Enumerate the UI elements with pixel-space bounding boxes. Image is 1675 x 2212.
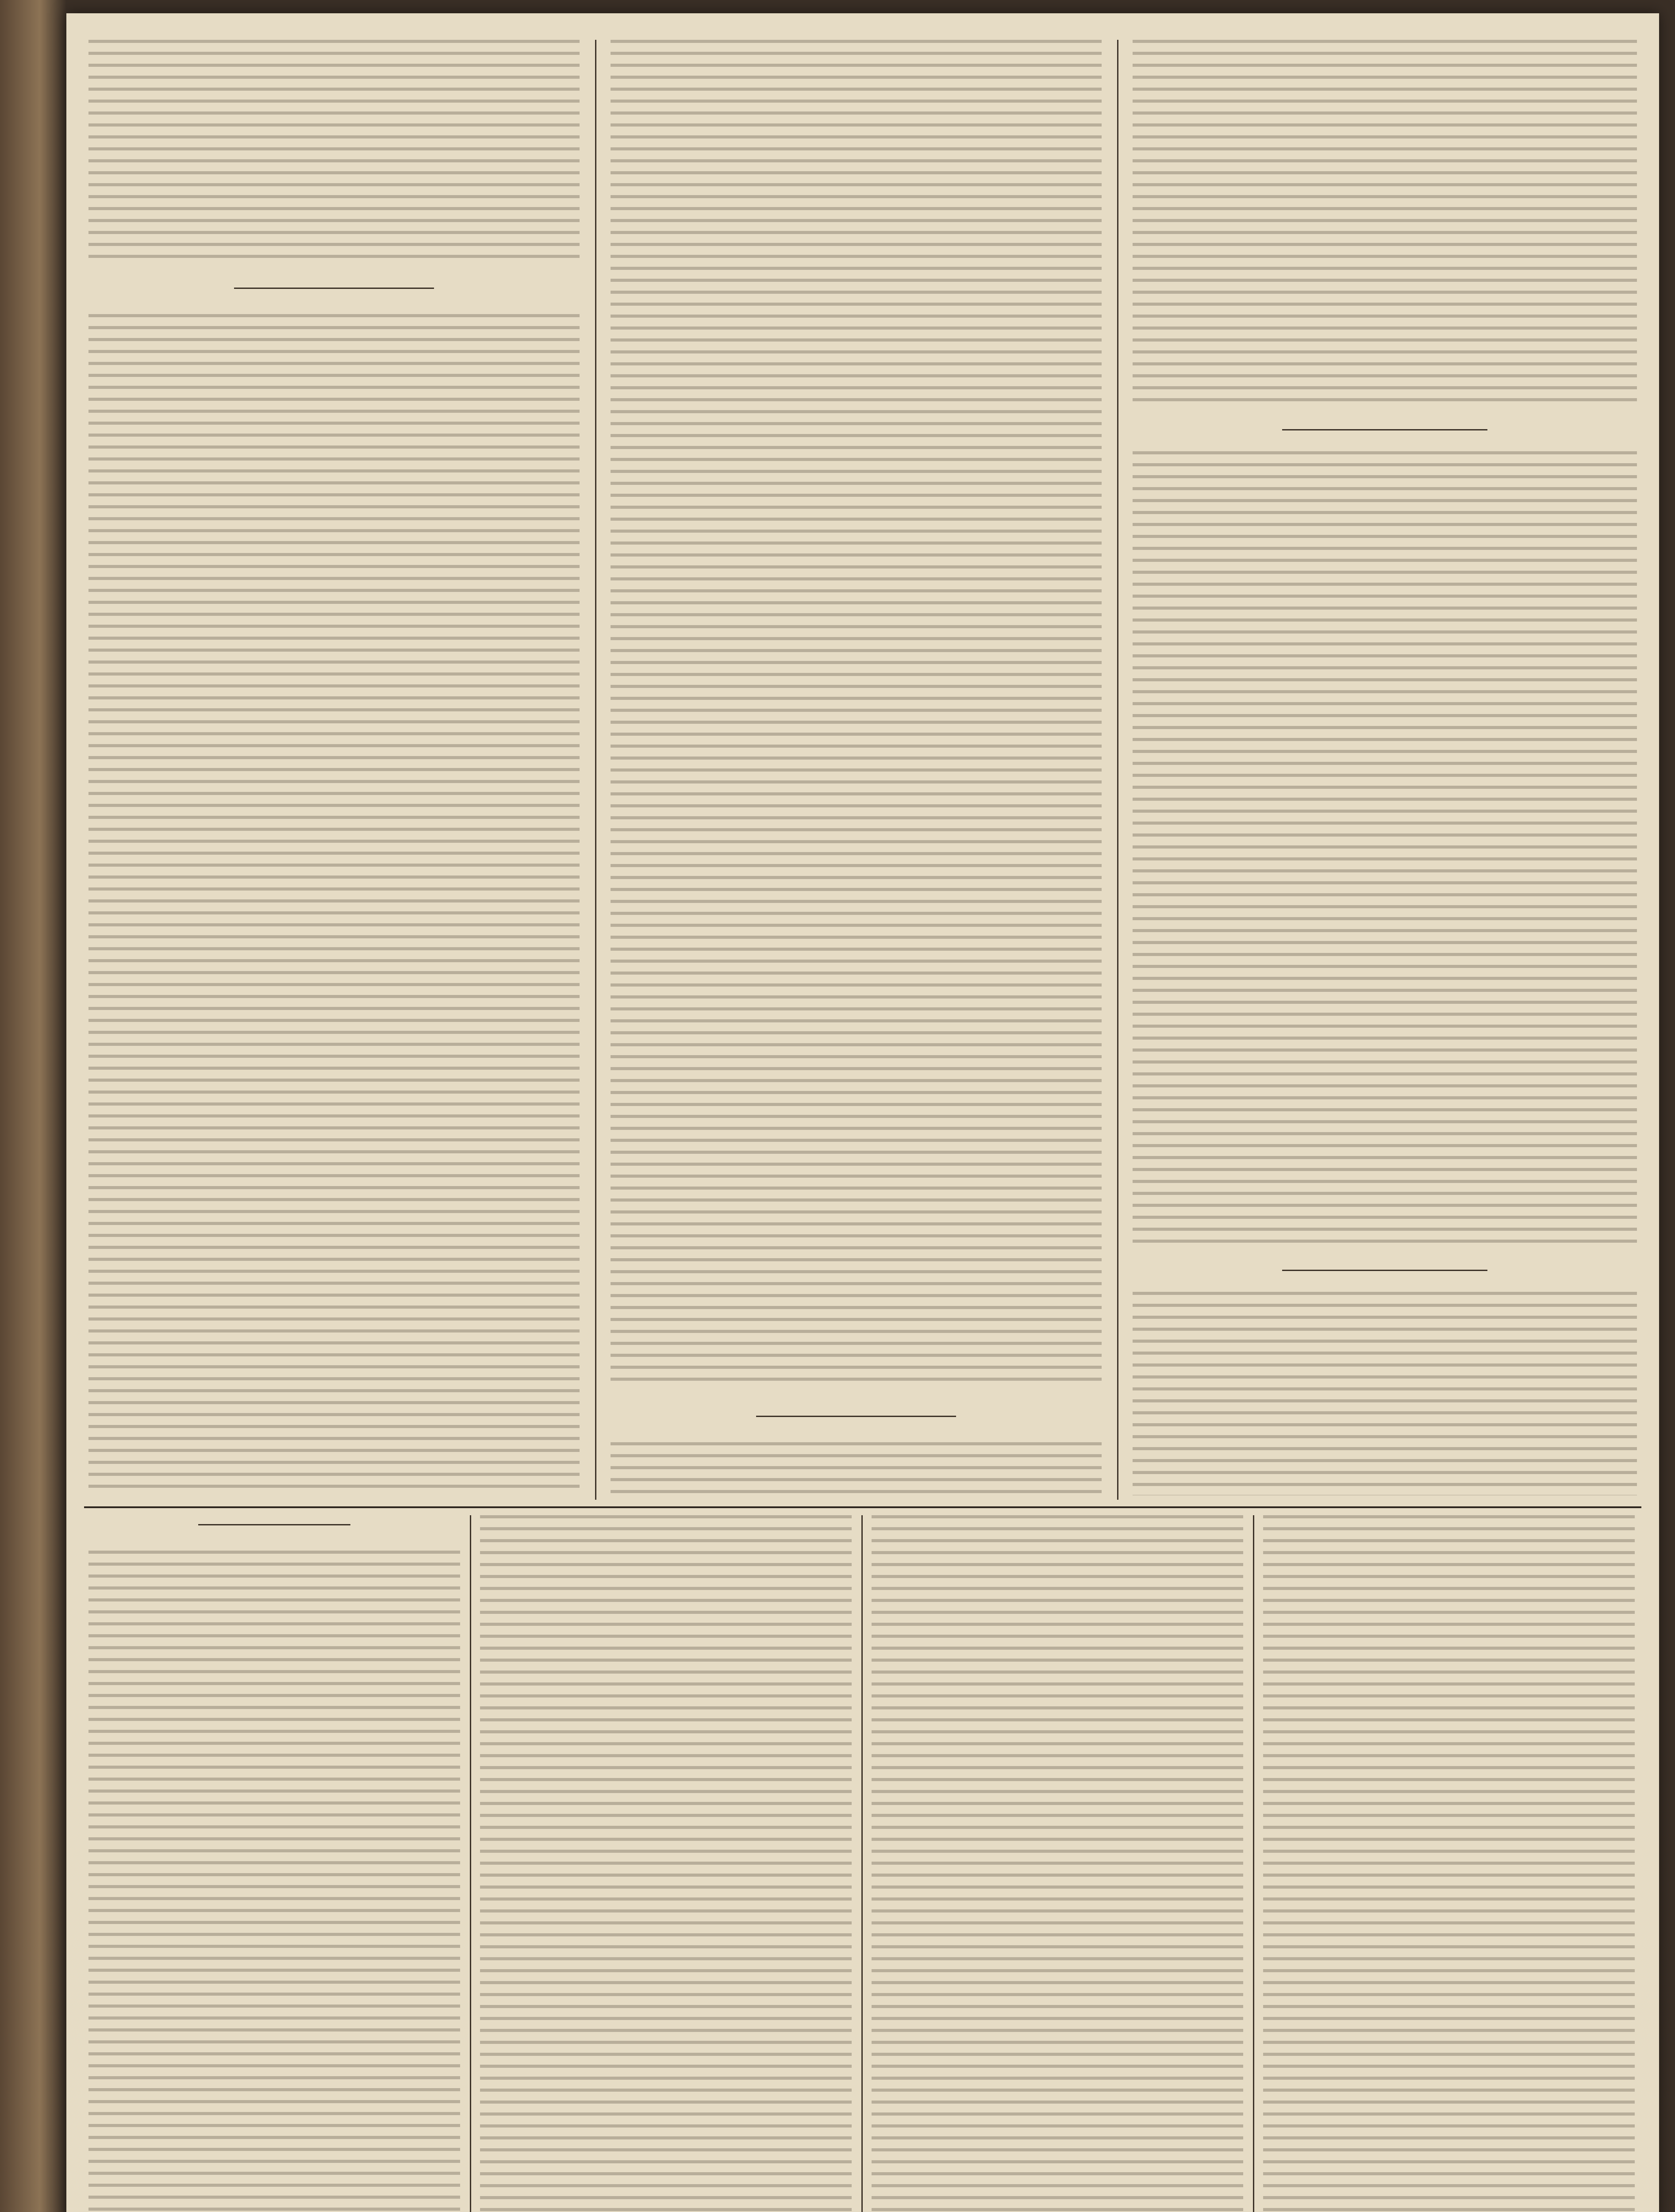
text-block	[1263, 1515, 1635, 2212]
novel-column-4	[1259, 1515, 1639, 2212]
news-column-1	[84, 40, 584, 1500]
text-block	[611, 40, 1102, 1389]
novel-column-3	[867, 1515, 1248, 2212]
news-section	[84, 40, 1641, 1500]
heading-rule	[756, 1416, 956, 1417]
heading-rule	[1282, 429, 1487, 430]
column-rule	[595, 40, 596, 1500]
serial-novel-section	[84, 1515, 1641, 2212]
column-rule	[1253, 1515, 1254, 2212]
text-block	[611, 1442, 1102, 1495]
heading-rule	[1282, 1270, 1487, 1271]
text-block	[872, 1515, 1243, 2212]
column-rule	[861, 1515, 863, 2212]
column-rule	[470, 1515, 471, 2212]
heading-rule	[198, 1524, 350, 1525]
text-block	[480, 1515, 852, 2212]
heading-rule	[234, 288, 434, 289]
newspaper-page	[66, 13, 1659, 2212]
text-block	[1133, 1292, 1637, 1495]
news-column-2	[606, 40, 1106, 1500]
book-binding	[0, 0, 66, 2212]
text-block	[88, 314, 580, 1495]
novel-column-1	[84, 1515, 465, 2212]
novel-column-2	[476, 1515, 856, 2212]
news-column-3	[1128, 40, 1641, 1500]
text-block	[1133, 451, 1637, 1248]
text-block	[88, 40, 580, 261]
text-block	[88, 1551, 460, 2212]
column-rule	[1117, 40, 1118, 1500]
section-divider	[84, 1506, 1641, 1508]
text-block	[1133, 40, 1637, 407]
